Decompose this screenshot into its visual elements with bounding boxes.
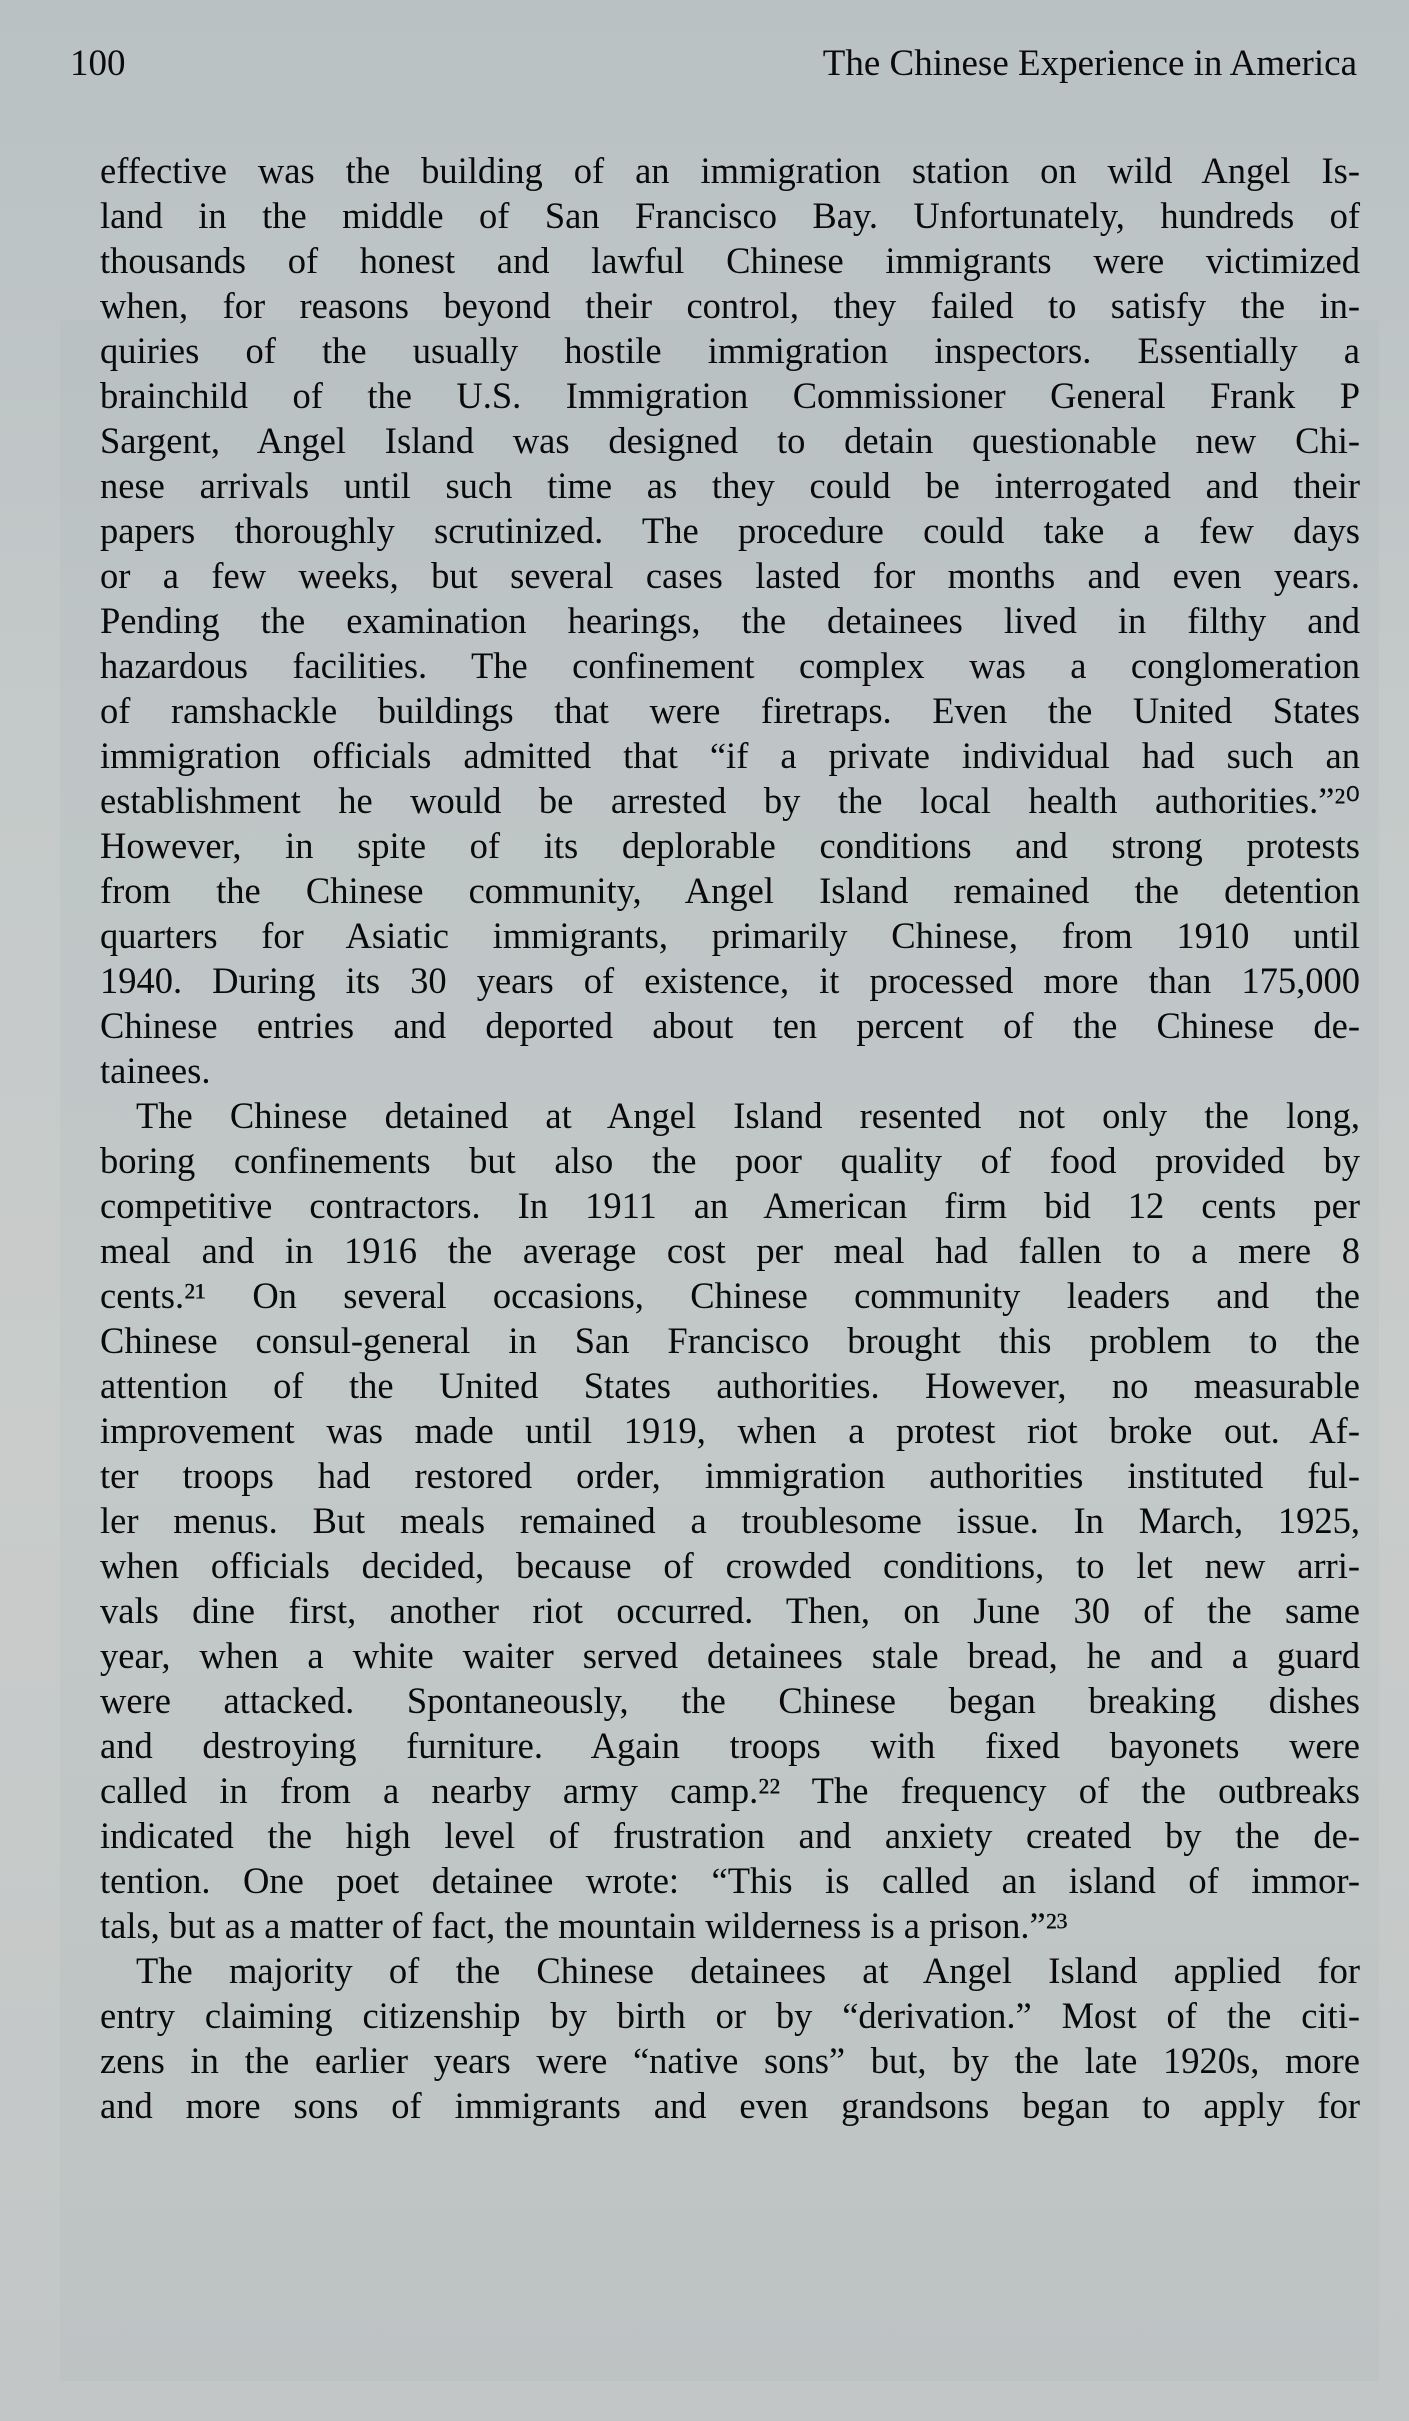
- text-line: effective was the building of an immigration station on wild Angel Is-: [100, 150, 1360, 191]
- body-text: [100, 148, 1360, 2128]
- text-line: tention. One poet detainee wrote: “This is called an island of immor-: [100, 1860, 1360, 1901]
- text-line: competitive contractors. In 1911 an American firm bid 12 cents per: [100, 1185, 1360, 1226]
- text-line: boring confinements but also the poor quality of food provided by: [100, 1140, 1360, 1181]
- text-line: were attacked. Spontaneously, the Chinese began breaking dishes: [100, 1680, 1360, 1721]
- text-line: establishment he would be arrested by the local health authorities.”²⁰: [100, 780, 1360, 821]
- paragraph: [100, 1093, 1360, 1948]
- page-number: 100: [70, 43, 126, 84]
- text-line: quiries of the usually hostile immigration inspectors. Essentially a: [100, 330, 1360, 371]
- text-line: 1940. During its 30 years of existence, it processed more than 175,000: [100, 960, 1360, 1001]
- text-line: and more sons of immigrants and even grandsons began to apply for: [100, 2085, 1360, 2126]
- text-line: year, when a white waiter served detainees stale bread, he and a guard: [100, 1635, 1360, 1676]
- text-line: from the Chinese community, Angel Island remained the detention: [100, 870, 1360, 911]
- text-line: nese arrivals until such time as they could be interrogated and their: [100, 465, 1360, 506]
- text-line: land in the middle of San Francisco Bay. Unfortunately, hundreds of: [100, 195, 1360, 236]
- text-line: meal and in 1916 the average cost per meal had fallen to a mere 8: [100, 1230, 1360, 1271]
- text-line: The majority of the Chinese detainees at Angel Island applied for: [136, 1950, 1360, 1991]
- text-line: papers thoroughly scrutinized. The procedure could take a few days: [100, 510, 1360, 551]
- text-line: ter troops had restored order, immigration authorities instituted ful-: [100, 1455, 1360, 1496]
- text-line: Chinese entries and deported about ten percent of the Chinese de-: [100, 1005, 1360, 1046]
- text-line: when officials decided, because of crowded conditions, to let new arri-: [100, 1545, 1360, 1586]
- text-line: attention of the United States authorities. However, no measurable: [100, 1365, 1360, 1406]
- text-line: tainees.: [100, 1050, 211, 1091]
- text-line: quarters for Asiatic immigrants, primarily Chinese, from 1910 until: [100, 915, 1360, 956]
- text-line: thousands of honest and lawful Chinese immigrants were victimized: [100, 240, 1360, 281]
- paragraph: [100, 1948, 1360, 2128]
- text-line: Sargent, Angel Island was designed to detain questionable new Chi-: [100, 420, 1360, 461]
- text-line: entry claiming citizenship by birth or by “derivation.” Most of the citi-: [100, 1995, 1360, 2036]
- text-line: brainchild of the U.S. Immigration Commissioner General Frank P: [100, 375, 1360, 416]
- text-line: Pending the examination hearings, the detainees lived in filthy and: [100, 600, 1360, 641]
- text-line: called in from a nearby army camp.²² The frequency of the outbreaks: [100, 1770, 1360, 1811]
- text-line: tals, but as a matter of fact, the mountain wilderness is a prison.”²³: [100, 1905, 1068, 1946]
- text-line: ler menus. But meals remained a troublesome issue. In March, 1925,: [100, 1500, 1360, 1541]
- text-line: vals dine first, another riot occurred. Then, on June 30 of the same: [100, 1590, 1360, 1631]
- text-line: when, for reasons beyond their control, they failed to satisfy the in-: [100, 285, 1360, 326]
- text-line: hazardous facilities. The confinement complex was a conglomeration: [100, 645, 1360, 686]
- running-head: The Chinese Experience in America: [822, 43, 1357, 84]
- text-line: indicated the high level of frustration and anxiety created by the de-: [100, 1815, 1360, 1856]
- paragraph: [100, 148, 1360, 1093]
- text-line: cents.²¹ On several occasions, Chinese community leaders and the: [100, 1275, 1360, 1316]
- page-header: [70, 42, 1357, 102]
- text-line: Chinese consul-general in San Francisco brought this problem to the: [100, 1320, 1360, 1361]
- text-line: The Chinese detained at Angel Island resented not only the long,: [136, 1095, 1360, 1136]
- text-line: and destroying furniture. Again troops with fixed bayonets were: [100, 1725, 1360, 1766]
- text-line: of ramshackle buildings that were firetraps. Even the United States: [100, 690, 1360, 731]
- text-line: However, in spite of its deplorable conditions and strong protests: [100, 825, 1360, 866]
- text-line: improvement was made until 1919, when a protest riot broke out. Af-: [100, 1410, 1360, 1451]
- text-line: zens in the earlier years were “native sons” but, by the late 1920s, more: [100, 2040, 1360, 2081]
- text-line: immigration officials admitted that “if a private individual had such an: [100, 735, 1360, 776]
- text-line: or a few weeks, but several cases lasted for months and even years.: [100, 555, 1360, 596]
